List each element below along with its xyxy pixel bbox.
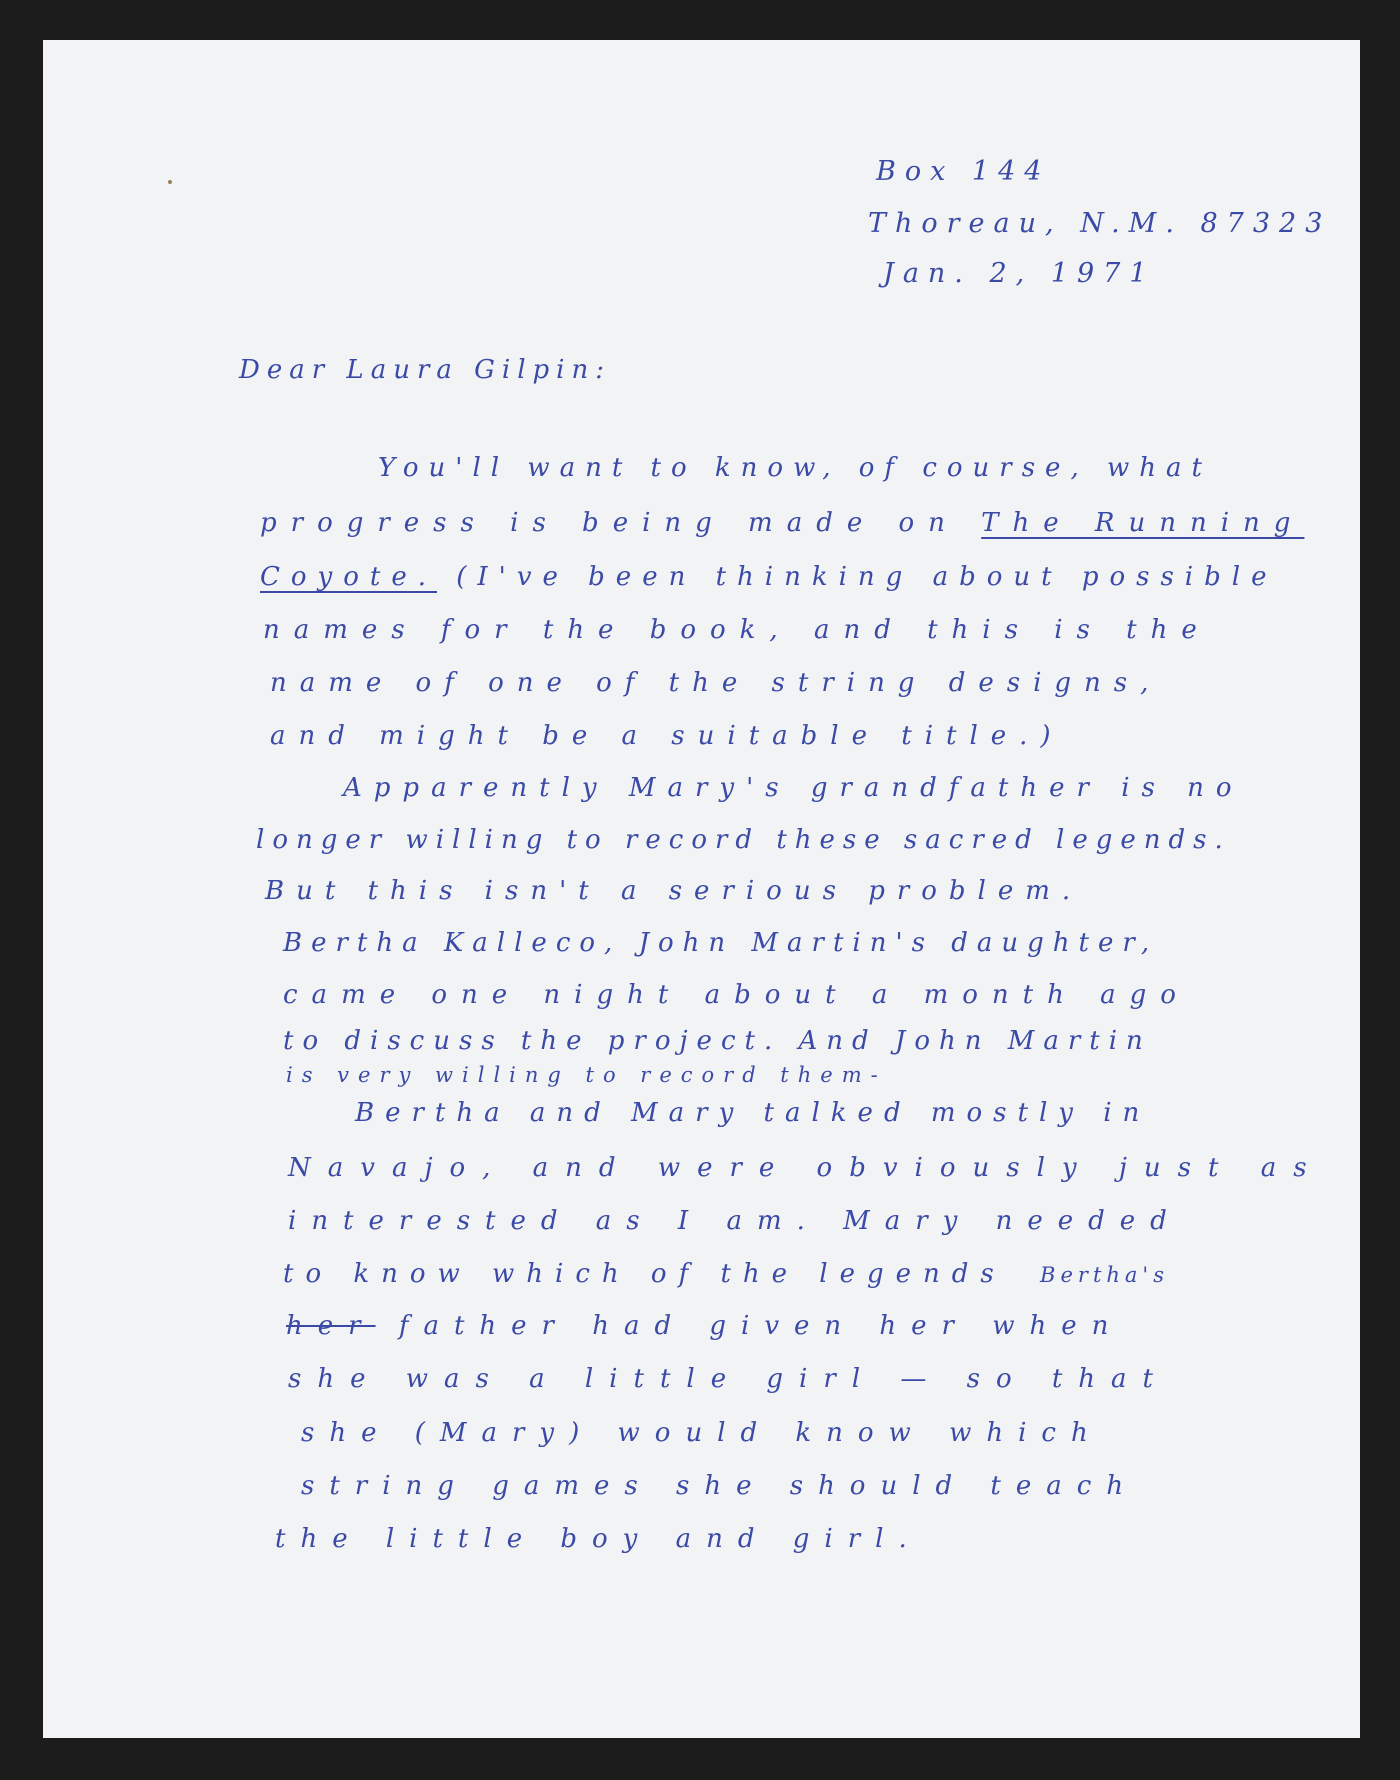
p1-line-1: You'll want to know, of course, what — [378, 453, 1212, 483]
p2-line-1: Apparently Mary's grandfather is no — [343, 773, 1244, 803]
p2-line-6: to discuss the project. And John Martin — [283, 1026, 1152, 1056]
p3-line-3: interested as I am. Mary needed — [288, 1206, 1182, 1236]
p2-line-4: Bertha Kalleco, John Martin's daughter, — [283, 928, 1159, 958]
p3-line-9: the little boy and girl. — [275, 1524, 922, 1554]
p3-line-4-insertion: Bertha's — [1040, 1263, 1169, 1287]
p3-line-7: she (Mary) would know which — [301, 1418, 1103, 1448]
p1-line-5: name of one of the string designs, — [270, 668, 1162, 698]
p3-line-1: Bertha and Mary talked mostly in — [355, 1098, 1151, 1128]
p2-line-5: came one night about a month ago — [283, 980, 1190, 1010]
p1-line-2-text: progress is being made on — [260, 508, 959, 538]
p2-line-7-insertion: is very willing to record them- — [286, 1063, 887, 1087]
p1-line-3-text: (I've been thinking about possible — [456, 562, 1278, 592]
p1-line-2 — [260, 510, 1304, 536]
p3-line-5 — [286, 1313, 1123, 1339]
p1-line-4: names for the book, and this is the — [263, 615, 1211, 645]
p1-line-6: and might be a suitable title.) — [270, 721, 1064, 751]
p2-line-3: But this isn't a serious problem. — [265, 876, 1083, 906]
book-title-part-1: The Running — [981, 508, 1305, 538]
p3-line-8: string games she should teach — [301, 1471, 1139, 1501]
p1-line-3 — [260, 564, 1277, 590]
p2-line-2: longer willing to record these sacred legends. — [256, 825, 1231, 855]
p3-line-6: she was a little girl — so that — [288, 1364, 1169, 1394]
p3-line-2: Navajo, and were obviously just as — [288, 1153, 1324, 1183]
p3-line-4-text: to know which of the legends — [283, 1259, 1006, 1289]
address-line-box: Box 144 — [876, 156, 1051, 187]
book-title-part-2: Coyote. — [260, 562, 437, 592]
p3-line-5-text: father had given her when — [398, 1311, 1124, 1341]
letter-date: Jan. 2, 1971 — [883, 258, 1156, 289]
letter-page — [43, 40, 1360, 1738]
p3-line-4 — [283, 1261, 1169, 1287]
salutation: Dear Laura Gilpin: — [239, 355, 611, 385]
paper-speck — [168, 180, 172, 184]
address-line-city: Thoreau, N.M. 87323 — [868, 208, 1332, 239]
struck-word: her — [286, 1311, 376, 1341]
